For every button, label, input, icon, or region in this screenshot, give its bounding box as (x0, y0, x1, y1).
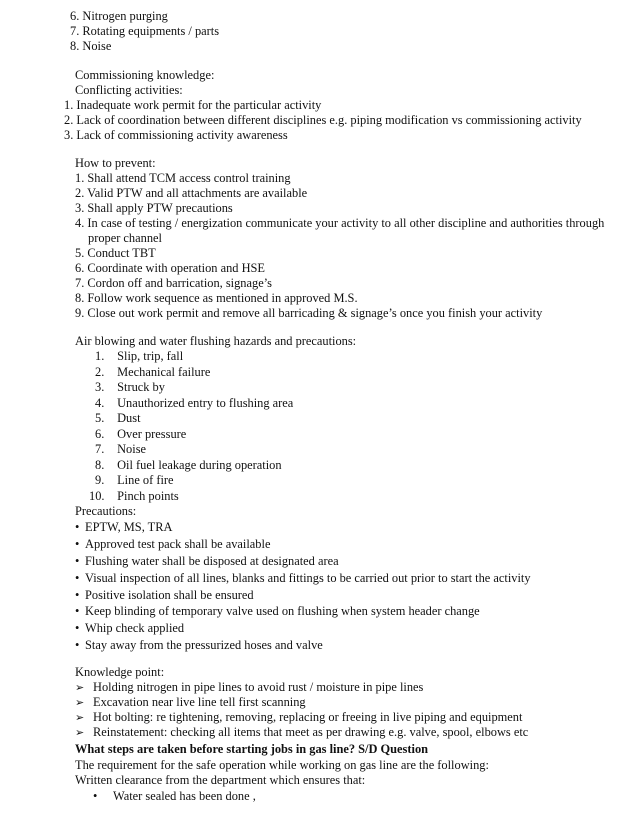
bullet-item (75, 604, 480, 620)
list-item (75, 186, 307, 202)
item-number: 1. (75, 171, 85, 185)
item-number: 1. (95, 349, 105, 363)
bullet-item (93, 789, 256, 805)
item-number: 7. (70, 24, 80, 38)
air-blowing-heading: Air blowing and water flushing hazards and precautions: (75, 334, 357, 348)
item-text: Nitrogen purging (82, 9, 168, 23)
item-number: 4. (95, 396, 105, 410)
item-text: Mechanical failure (117, 365, 211, 379)
list-item (89, 489, 179, 505)
list-item (95, 442, 146, 458)
bullet-item (75, 537, 270, 553)
item-text: Close out work permit and remove all barricading & signage’s once you finish your activity (87, 306, 543, 320)
bullet: • (75, 537, 80, 551)
item-text: Lack of coordination between different disciplines e.g. piping modification vs commissioning activity (76, 113, 582, 127)
item-text: Visual inspection of all lines, blanks and fittings to be carried out prior to start the activity (85, 571, 531, 585)
item-text: Conduct TBT (87, 246, 156, 260)
item-text: Line of fire (117, 473, 174, 487)
list-item (75, 201, 233, 217)
item-text: Flushing water shall be disposed at designated area (85, 554, 339, 568)
bullet: • (75, 638, 80, 652)
list-item (75, 306, 542, 322)
item-text: Dust (117, 411, 141, 425)
list-item (95, 473, 174, 489)
item-text: Slip, trip, fall (117, 349, 184, 363)
item-number: 6. (75, 261, 85, 275)
arrow-bullet-icon: ➢ (75, 697, 85, 709)
knowledge-heading: Knowledge point: (75, 665, 165, 679)
list-item (95, 365, 210, 381)
conflicting-heading: Conflicting activities: (75, 83, 183, 97)
bullet-item (75, 588, 254, 604)
prevent-heading: How to prevent: (75, 156, 156, 170)
item-text: Pinch points (117, 489, 179, 503)
item-number: 2. (75, 186, 85, 200)
bullet: • (75, 604, 80, 618)
item-number: 10. (89, 489, 105, 503)
list-item (75, 171, 291, 187)
item-text: Positive isolation shall be ensured (85, 588, 254, 602)
bullet: • (93, 789, 98, 803)
item-text: In case of testing / energization communicate your activity to all other discipline and authorities through (87, 216, 605, 230)
list-item (64, 128, 288, 144)
gas-question-heading: What steps are taken before starting jobs in gas line? S/D Question (75, 742, 429, 756)
item-number: 1. (64, 98, 74, 112)
item-text: Hot bolting: re tightening, removing, replacing or freeing in live piping and equipment (93, 710, 523, 724)
bullet: • (75, 621, 80, 635)
bullet-item (75, 638, 323, 654)
item-text: Shall apply PTW precautions (87, 201, 233, 215)
item-number: 2. (64, 113, 74, 127)
list-item (70, 24, 219, 40)
item-number: 6. (70, 9, 80, 23)
item-text: Noise (82, 39, 112, 53)
list-item (95, 411, 141, 427)
item-number: 5. (75, 246, 85, 260)
item-text: Oil fuel leakage during operation (117, 458, 282, 472)
item-text: Approved test pack shall be available (85, 537, 271, 551)
list-item (64, 98, 321, 114)
arrow-bullet-icon: ➢ (75, 727, 85, 739)
item-number: 8. (75, 291, 85, 305)
item-text: Follow work sequence as mentioned in approved M.S. (87, 291, 358, 305)
list-item (95, 380, 165, 396)
item-number: 9. (95, 473, 105, 487)
bullet: • (75, 520, 80, 534)
list-item (75, 246, 156, 262)
arrow-bullet-icon: ➢ (75, 712, 85, 724)
item-text: Excavation near live line tell first scanning (93, 695, 306, 709)
item-text: Inadequate work permit for the particular activity (76, 98, 322, 112)
item-text: Struck by (117, 380, 165, 394)
item-text: Over pressure (117, 427, 187, 441)
arrow-bullet-icon: ➢ (75, 682, 85, 694)
bullet-item (75, 571, 531, 587)
item-text: Lack of commissioning activity awareness (76, 128, 288, 142)
arrow-item (75, 725, 528, 742)
item-number: 8. (95, 458, 105, 472)
item-text: Whip check applied (85, 621, 185, 635)
bullet: • (75, 554, 80, 568)
list-item (95, 427, 186, 443)
item-text: Keep blinding of temporary valve used on flushing when system header change (85, 604, 480, 618)
list-item (95, 349, 183, 365)
list-item (64, 113, 582, 129)
item-number: 6. (95, 427, 105, 441)
item-number: 7. (75, 276, 85, 290)
item-number: 2. (95, 365, 105, 379)
list-item (95, 458, 282, 474)
item-number: 5. (95, 411, 105, 425)
item-text: Coordinate with operation and HSE (87, 261, 265, 275)
item-number: 3. (64, 128, 74, 142)
list-item (70, 39, 111, 55)
item-number: 9. (75, 306, 85, 320)
item-text: Stay away from the pressurized hoses and valve (85, 638, 323, 652)
list-item-continuation (88, 231, 162, 247)
precautions-heading: Precautions: (75, 504, 137, 518)
gas-clearance-text: Written clearance from the department which ensures that: (75, 773, 366, 787)
item-text: Reinstatement: checking all items that meet as per drawing e.g. valve, spool, elbows etc (93, 725, 529, 739)
item-text: EPTW, MS, TRA (85, 520, 173, 534)
item-text: proper channel (88, 231, 162, 245)
item-text: Shall attend TCM access control training (87, 171, 291, 185)
item-number: 7. (95, 442, 105, 456)
item-number: 3. (95, 380, 105, 394)
item-number: 3. (75, 201, 85, 215)
list-item (70, 9, 168, 25)
gas-requirement-text: The requirement for the safe operation while working on gas line are the following: (75, 758, 489, 772)
item-text: Holding nitrogen in pipe lines to avoid rust / moisture in pipe lines (93, 680, 424, 694)
bullet: • (75, 588, 80, 602)
list-item (75, 291, 358, 307)
list-item (95, 396, 293, 412)
item-text: Unauthorized entry to flushing area (117, 396, 294, 410)
item-text: Noise (117, 442, 147, 456)
item-text: Water sealed has been done , (113, 789, 256, 803)
bullet-item (75, 520, 172, 536)
list-item (75, 261, 265, 277)
list-item (75, 216, 604, 232)
item-text: Valid PTW and all attachments are available (87, 186, 308, 200)
item-number: 4. (75, 216, 85, 230)
item-text: Cordon off and barrication, signage’s (87, 276, 272, 290)
list-item (75, 276, 272, 292)
item-number: 8. (70, 39, 80, 53)
commissioning-heading: Commissioning knowledge: (75, 68, 215, 82)
item-text: Rotating equipments / parts (82, 24, 220, 38)
bullet-item (75, 621, 184, 637)
bullet-item (75, 554, 339, 570)
bullet: • (75, 571, 80, 585)
